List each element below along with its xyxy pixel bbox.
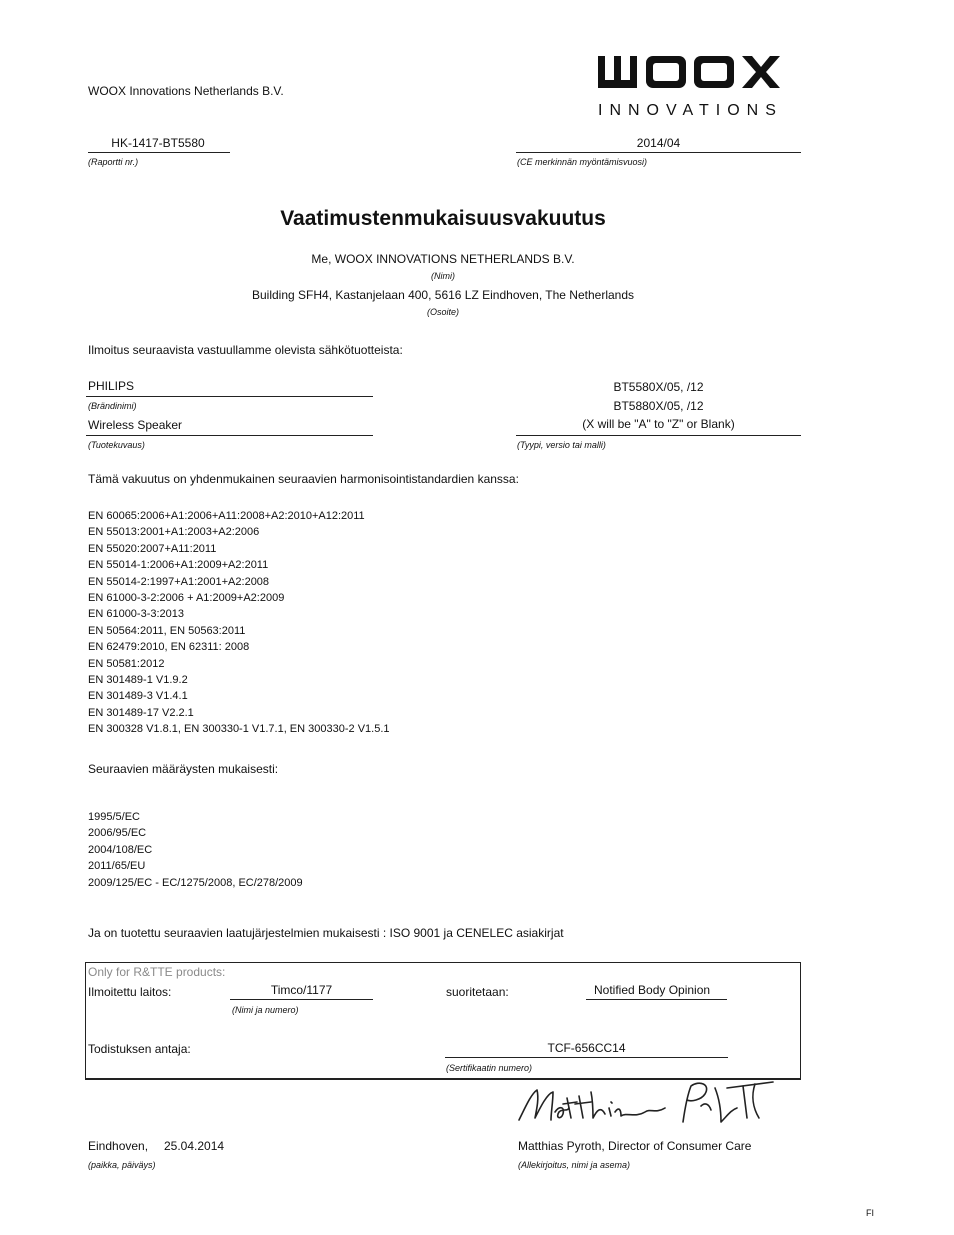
list-item: EN 50564:2011, EN 50563:2011: [88, 624, 246, 637]
certifier-label: Todistuksen antaja:: [88, 1042, 191, 1056]
notified-body-sub: (Nimi ja numero): [232, 1005, 299, 1015]
model-3: (X will be "A" to "Z" or Blank): [582, 417, 735, 431]
product-intro: Ilmoitus seuraavista vastuullamme olevista sähkötuotteista:: [88, 343, 403, 357]
declarant-address: Building SFH4, Kastanjelaan 400, 5616 LZ Eindhoven, The Netherlands: [251, 288, 635, 302]
quality-statement: Ja on tuotettu seuraavien laatujärjestelmien mukaisesti : ISO 9001 ja CENELEC asiakirjat: [88, 926, 564, 940]
list-item: EN 50581:2012: [88, 657, 165, 670]
certificate-value: TCF-656CC14: [547, 1041, 626, 1055]
list-item: EN 55013:2001+A1:2003+A2:2006: [88, 526, 260, 539]
notified-body-label: Ilmoitettu laitos:: [88, 985, 172, 999]
list-item: 1995/5/EC: [88, 811, 140, 823]
innovations-wordmark: INNOVATIONS: [598, 102, 783, 119]
declarant-name: Me, WOOX INNOVATIONS NETHERLANDS B.V.: [311, 252, 575, 266]
rtte-heading: Only for R&TTE products:: [88, 965, 226, 979]
list-item: EN 300328 V1.8.1, EN 300330-1 V1.7.1, EN 300330-2 V1.5.1: [88, 723, 390, 736]
product-brand: PHILIPS: [88, 379, 135, 393]
report-number-line: [88, 152, 230, 153]
brand-line: [86, 396, 373, 397]
signing-place: Eindhoven,: [88, 1139, 149, 1153]
description-line: [86, 435, 373, 436]
woox-logo: [598, 56, 782, 93]
standards-intro: Tämä vakuutus on yhdenmukainen seuraavien harmonisointistandardien kanssa:: [88, 472, 519, 486]
product-description: Wireless Speaker: [88, 418, 183, 432]
declarant-name-label: (Nimi): [431, 271, 455, 281]
directives-intro: Seuraavien määräysten mukaisesti:: [88, 762, 279, 776]
declarant-address-label: (Osoite): [426, 307, 459, 317]
list-item: EN 60065:2006+A1:2006+A11:2008+A2:2010+A12:2011: [88, 510, 365, 522]
list-item: EN 62479:2010, EN 62311: 2008: [88, 641, 250, 654]
performed-value: Notified Body Opinion: [594, 983, 711, 997]
list-item: 2009/125/EC - EC/1275/2008, EC/278/2009: [88, 876, 303, 889]
signatory-name: Matthias Pyroth, Director of Consumer Care: [518, 1139, 752, 1153]
model-1: BT5580X/05, /12: [613, 380, 704, 394]
place-date-label: (paikka, päiväys): [88, 1160, 156, 1170]
list-item: EN 301489-1 V1.9.2: [88, 674, 188, 687]
signing-date: 25.04.2014: [164, 1139, 225, 1153]
standards-list: [88, 508, 390, 738]
list-item: EN 61000-3-2:2006 + A1:2009+A2:2009: [88, 592, 285, 605]
list-item: 2011/65/EU: [88, 860, 146, 873]
rtte-box: [85, 962, 801, 1080]
signature-image: [515, 1078, 777, 1133]
list-item: 2006/95/EC: [88, 827, 147, 840]
model-line: [516, 435, 801, 436]
list-item: 2004/108/EC: [88, 843, 153, 856]
model-2: BT5880X/05, /12: [613, 399, 704, 413]
certificate-sub: (Sertifikaatin numero): [446, 1063, 533, 1073]
ce-year-line: [516, 152, 801, 153]
list-item: EN 301489-3 V1.4.1: [88, 690, 188, 703]
notified-body-line: [230, 999, 373, 1000]
list-item: EN 61000-3-3:2013: [88, 608, 185, 621]
list-item: EN 55014-1:2006+A1:2009+A2:2011: [88, 559, 269, 572]
company-name: WOOX Innovations Netherlands B.V.: [88, 84, 284, 98]
performed-label: suoritetaan:: [446, 985, 509, 999]
brand-label: (Brändinimi): [88, 401, 137, 411]
description-label: (Tuotekuvaus): [88, 440, 145, 450]
signatory-label: (Allekirjoitus, nimi ja asema): [518, 1160, 631, 1170]
list-item: EN 301489-17 V2.2.1: [88, 706, 194, 719]
report-number: HK-1417-BT5580: [111, 136, 205, 150]
language-code: FI: [866, 1208, 874, 1218]
document-title: Vaatimustenmukaisuusvakuutus: [280, 207, 606, 230]
report-number-label: (Raportti nr.): [88, 157, 139, 167]
list-item: EN 55014-2:1997+A1:2001+A2:2008: [88, 575, 270, 588]
notified-body-value: Timco/1177: [270, 983, 333, 997]
ce-year: 2014/04: [636, 136, 681, 150]
performed-line: [586, 999, 727, 1000]
certificate-line: [445, 1057, 728, 1058]
directives-list: [88, 809, 303, 891]
model-label: (Tyypi, versio tai malli): [517, 440, 606, 450]
ce-year-label: (CE merkinnän myöntämisvuosi): [517, 157, 648, 167]
list-item: EN 55020:2007+A11:2011: [88, 542, 217, 555]
